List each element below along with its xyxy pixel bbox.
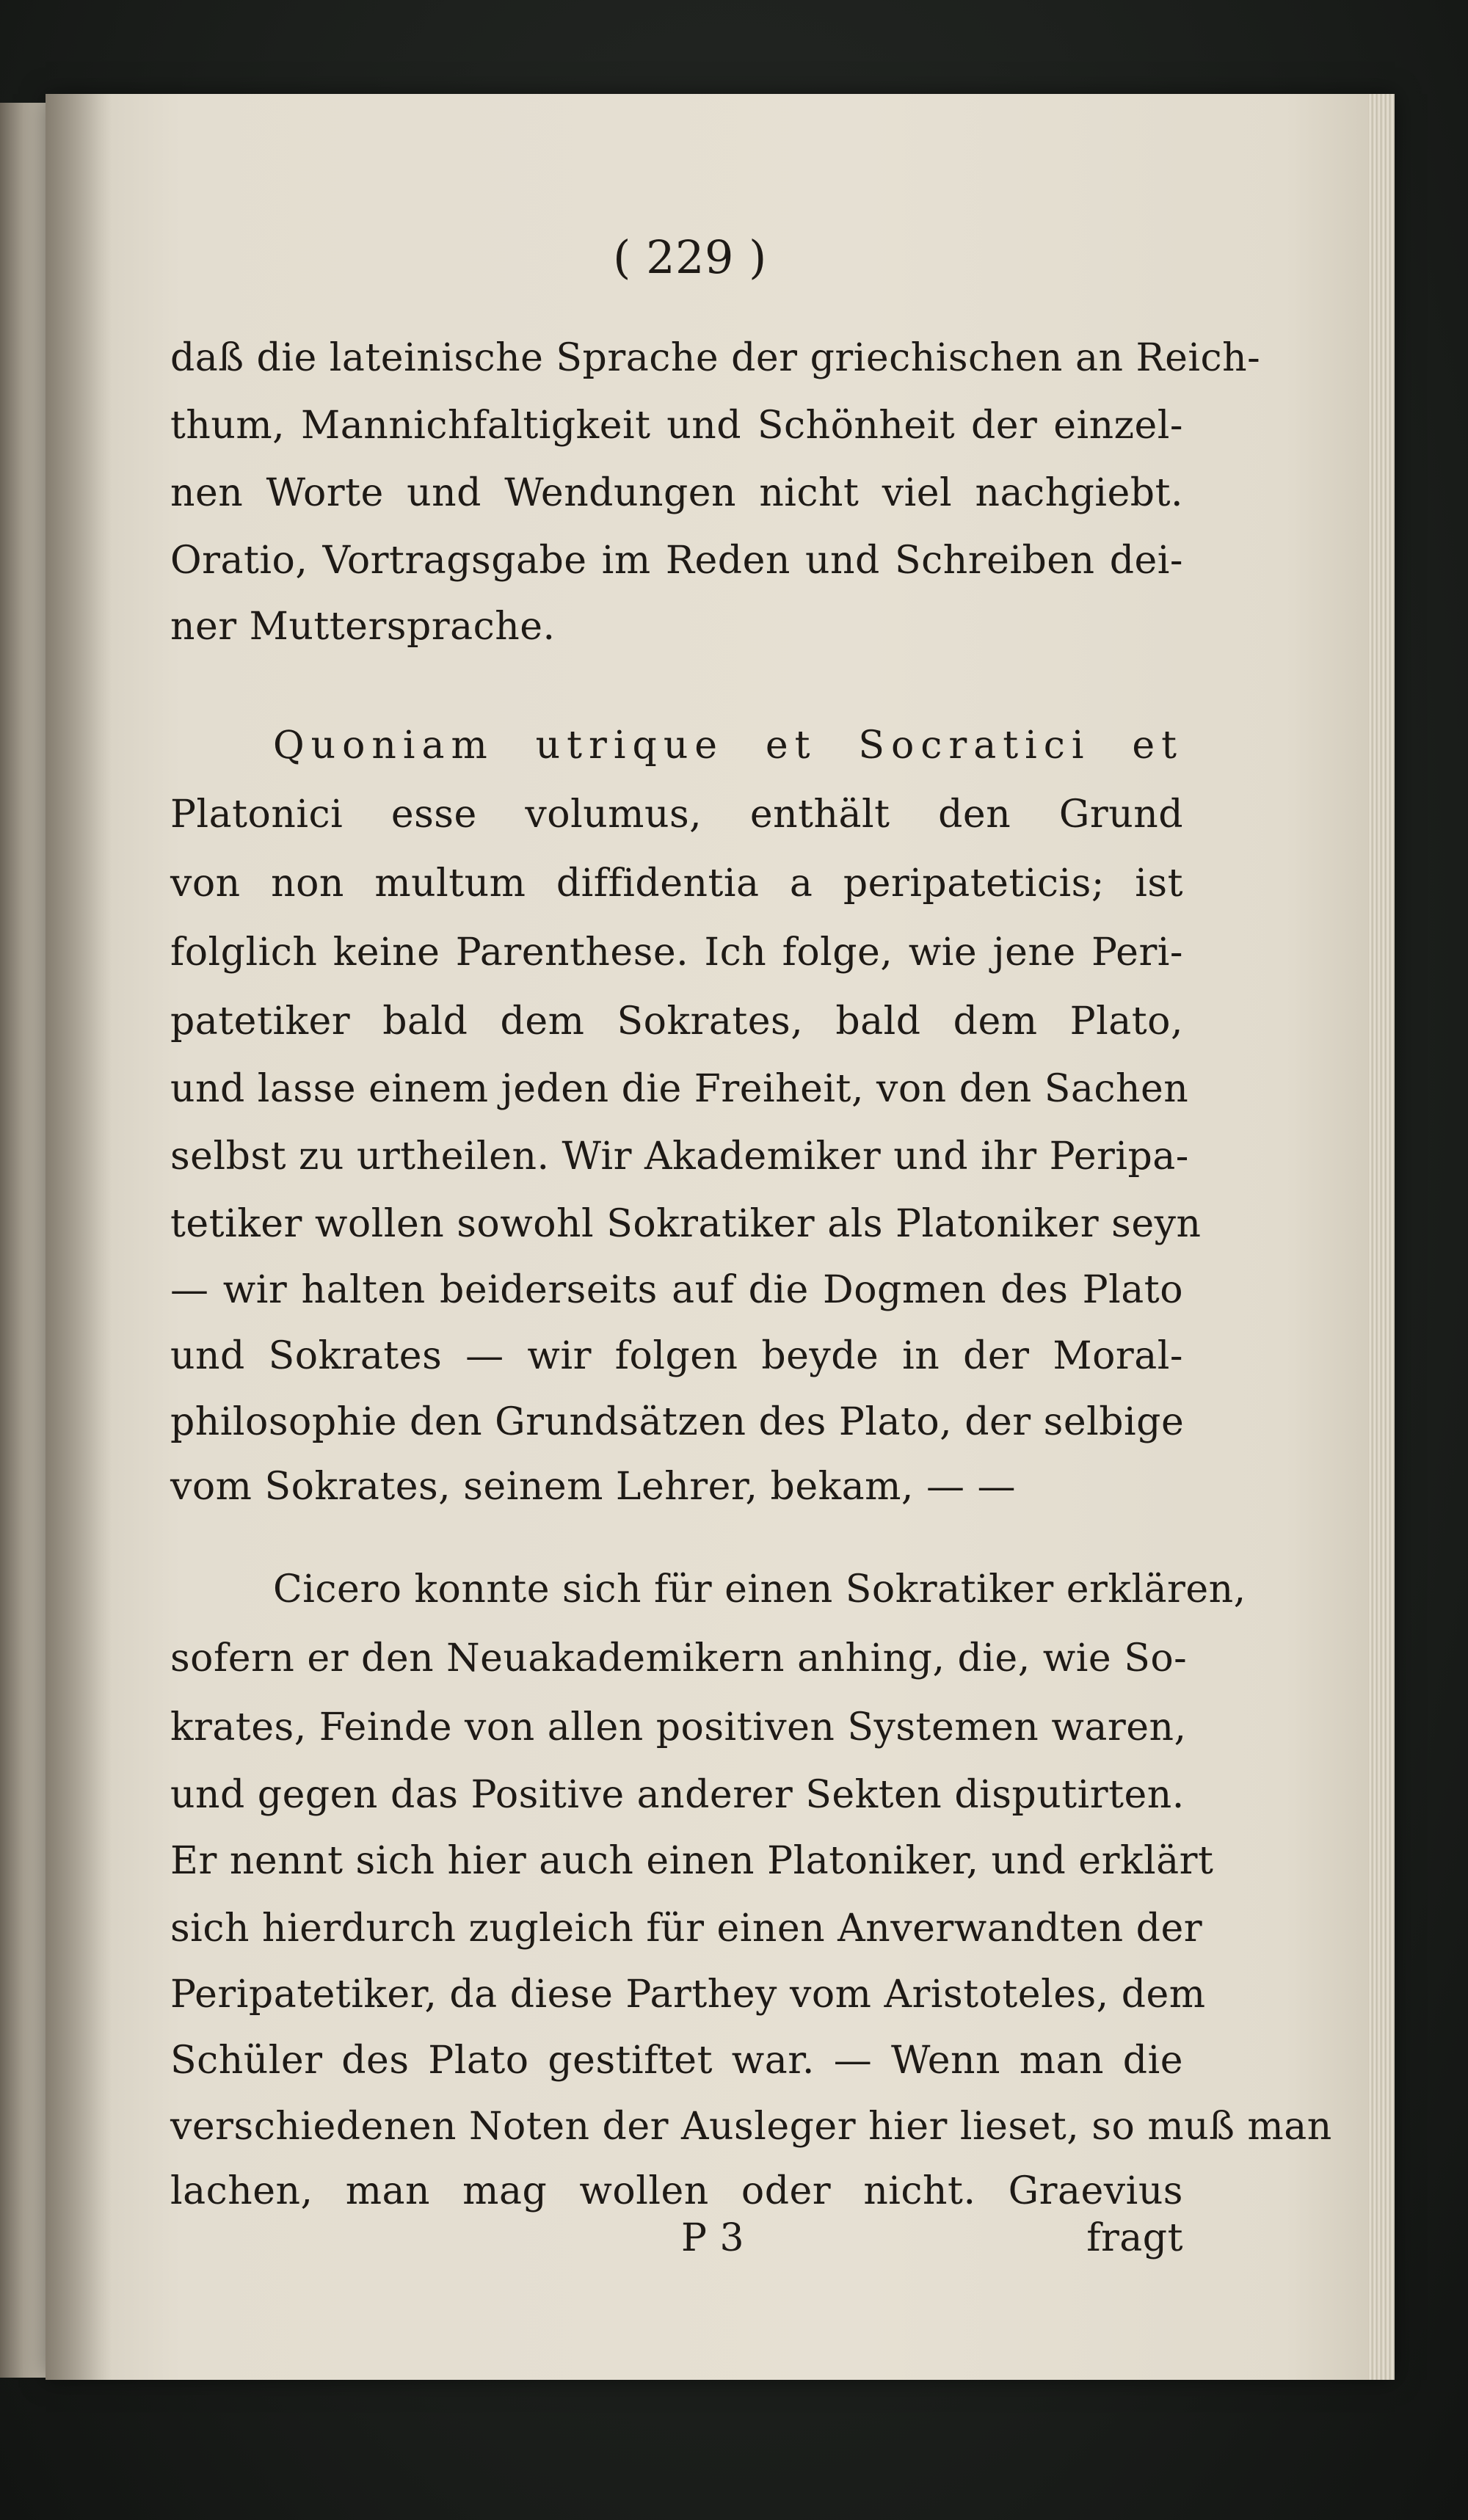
text-line: Platonici esse volumus, enthält den Grund <box>170 793 1183 837</box>
text-line: Peripatetiker, da diese Parthey vom Aristoteles, dem <box>170 1973 1206 2017</box>
text-line: Schüler des Plato gestiftet war. — Wenn man die <box>170 2039 1183 2083</box>
text-line: — wir halten beiderseits auf die Dogmen des Plato <box>170 1268 1183 1312</box>
text-line: nen Worte und Wendungen nicht viel nachgiebt. <box>170 471 1183 515</box>
text-line: thum, Mannichfaltigkeit und Schönheit der einzel- <box>170 404 1183 448</box>
text-line: lachen, man mag wollen oder nicht. Graevius <box>170 2169 1183 2213</box>
signature-mark: P 3 <box>681 2216 745 2260</box>
text-line: philosophie den Grundsätzen des Plato, der selbige <box>170 1400 1185 1444</box>
text-line: verschiedenen Noten der Ausleger hier lieset, so muß man <box>170 2105 1332 2149</box>
text-line: Quoniam utrique et Socratici et <box>273 724 1183 768</box>
catchword: fragt <box>1086 2216 1183 2260</box>
page-stack-edge <box>1368 94 1395 2380</box>
text-line: und lasse einem jeden die Freiheit, von den Sachen <box>170 1067 1189 1111</box>
text-line: Cicero konnte sich für einen Sokratiker erklären, <box>273 1567 1246 1612</box>
text-line: ner Muttersprache. <box>170 605 556 649</box>
text-line: Oratio, Vortragsgabe im Reden und Schreiben dei- <box>170 539 1183 583</box>
text-line: von non multum diffidentia a peripateticis; ist <box>170 862 1183 906</box>
text-line: tetiker wollen sowohl Sokratiker als Platoniker seyn <box>170 1202 1202 1246</box>
page-gutter-shadow <box>46 94 112 2380</box>
text-line: patetiker bald dem Sokrates, bald dem Plato, <box>170 999 1183 1044</box>
text-line: sich hierdurch zugleich für einen Anverwandten der <box>170 1907 1203 1951</box>
text-line: Er nennt sich hier auch einen Platoniker, und erklärt <box>170 1839 1214 1883</box>
previous-page-edge <box>0 103 51 2378</box>
page-number-header: ( 229 ) <box>613 230 767 284</box>
text-line: vom Sokrates, seinem Lehrer, bekam, — — <box>170 1465 1017 1509</box>
text-line: krates, Feinde von allen positiven Systemen waren, <box>170 1705 1187 1749</box>
text-line: sofern er den Neuakademikern anhing, die, wie So- <box>170 1636 1188 1680</box>
text-line: und Sokrates — wir folgen beyde in der Moral- <box>170 1334 1183 1378</box>
text-line: folglich keine Parenthese. Ich folge, wie jene Peri- <box>170 931 1183 975</box>
text-line: selbst zu urtheilen. Wir Akademiker und ihr Peripa- <box>170 1135 1189 1179</box>
text-line: daß die lateinische Sprache der griechischen an Reich- <box>170 336 1261 380</box>
text-line: und gegen das Positive anderer Sekten disputirten. <box>170 1773 1185 1817</box>
